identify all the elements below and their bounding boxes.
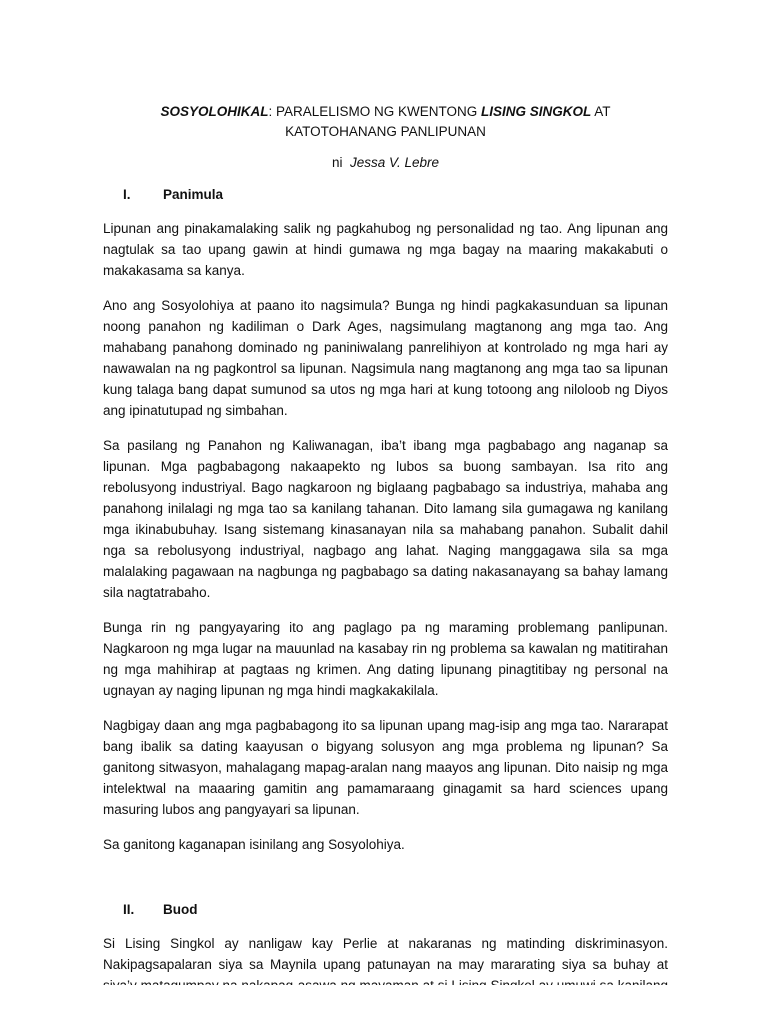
paragraph: Sa pasilang ng Panahon ng Kaliwanagan, iba’t ibang mga pagbabago ang naganap sa lipunan. Mga pagbabagong nakaapekto ng lubos sa buong sambayan. Isa rito ang rebolusyong industriyal. Bago nagkaroon ng biglaang pagbabago sa industriya, mahaba ang panahong inilalagi ng mga tao sa kanilang tahanan. Dito lamang sila gumagawa ng kanilang mga ikinabubuhay. Isang sistemang kinasanayan nila sa mahabang panahon. Subalit dahil nga sa rebolusyong industriyal, nagbago ang lahat. Naging manggagawa sila sa mga malalaking pagawaan na nagbunga ng pagbabago sa dating nakasanayang sa bahay lamang sila nagtatrabaho.	[103, 438, 668, 600]
paragraph: Ano ang Sosyolohiya at paano ito nagsimula? Bunga ng hindi pagkakasunduan sa lipunan noong panahon ng kadiliman o Dark Ages, nagsimulang magtanong ang mga tao. Ang mahabang panahong dominado ng paniniwalang panrelihiyon at kontrolado ng mga hari ay nawawalan na ng pagkontrol sa lipunan. Nagsimula nang magtanong ang mga tao sa lipunan kung talaga bang dapat sumunod sa utos ng mga hari at kung totoong ang niloloob ng Diyos ang ipinatutupad ng simbahan.	[103, 298, 668, 418]
section-heading-buod	[103, 901, 668, 919]
section-number: I.	[123, 187, 131, 202]
page-bottom-edge	[0, 985, 768, 1024]
paragraph: Bunga rin ng pangyayaring ito ang paglago pa ng maraming problemang panlipunan. Nagkaroon ng mga lugar na mauunlad na kasabay rin ng problema sa kawalan ng matitirahan ng mga mahihirap at pagtaas ng krimen. Ang dating lipunang pinagtitibay ng personal na ugnayan ay naging lipunan ng mga hindi magkakakilala.	[103, 620, 668, 698]
paragraph: Si Lising Singkol ay nanligaw kay Perlie at nakaranas ng matinding diskriminasyon. Nakipagsapalaran siya sa Maynila upang patunayan na may mararating siya sa buhay at	[103, 936, 668, 972]
section-number: II.	[123, 902, 135, 917]
title-text-end: AT KATOTOHANANG PANLIPUNAN	[285, 104, 611, 139]
title-story-name: LISING SINGKOL	[481, 104, 592, 119]
paragraph: Nagbigay daan ang mga pagbabagong ito sa lipunan upang mag-isip ang mga tao. Nararapat bang ibalik sa dating kaayusan o bigyang solusyon ang mga problema ng lipunan? Sa ganitong sitwasyon, mahalagang mapag-aralan nang maayos ang lipunan. Dito naisip ng mga intelektwal na maaaring gamitin ang pamamaraang ginagamit sa hard sciences upang masuring lubos ang pangyayari sa lipunan.	[103, 718, 668, 817]
paragraph: Lipunan ang pinakamalaking salik ng pagkahubog ng personalidad ng tao. Ang lipunan ang nagtulak sa tao upang gawin at hindi gumawa ng mga bagay na maaring makakabuti o makakasama sa kanya.	[103, 221, 668, 278]
section-heading-panimula	[103, 186, 668, 204]
section-title: Buod	[163, 902, 198, 917]
document-content	[103, 102, 668, 1017]
title-keyword: SOSYOLOHIKAL	[160, 104, 269, 119]
byline-prefix: ni	[331, 155, 350, 170]
author-name: Jessa V. Lebre	[349, 155, 440, 170]
byline	[103, 154, 668, 172]
document-title	[103, 102, 668, 142]
section-title: Panimula	[163, 187, 224, 202]
paragraph: Sa ganitong kaganapan isinilang ang Sosyolohiya.	[103, 837, 405, 852]
title-text: : PARALELISMO NG KWENTONG	[268, 104, 482, 119]
